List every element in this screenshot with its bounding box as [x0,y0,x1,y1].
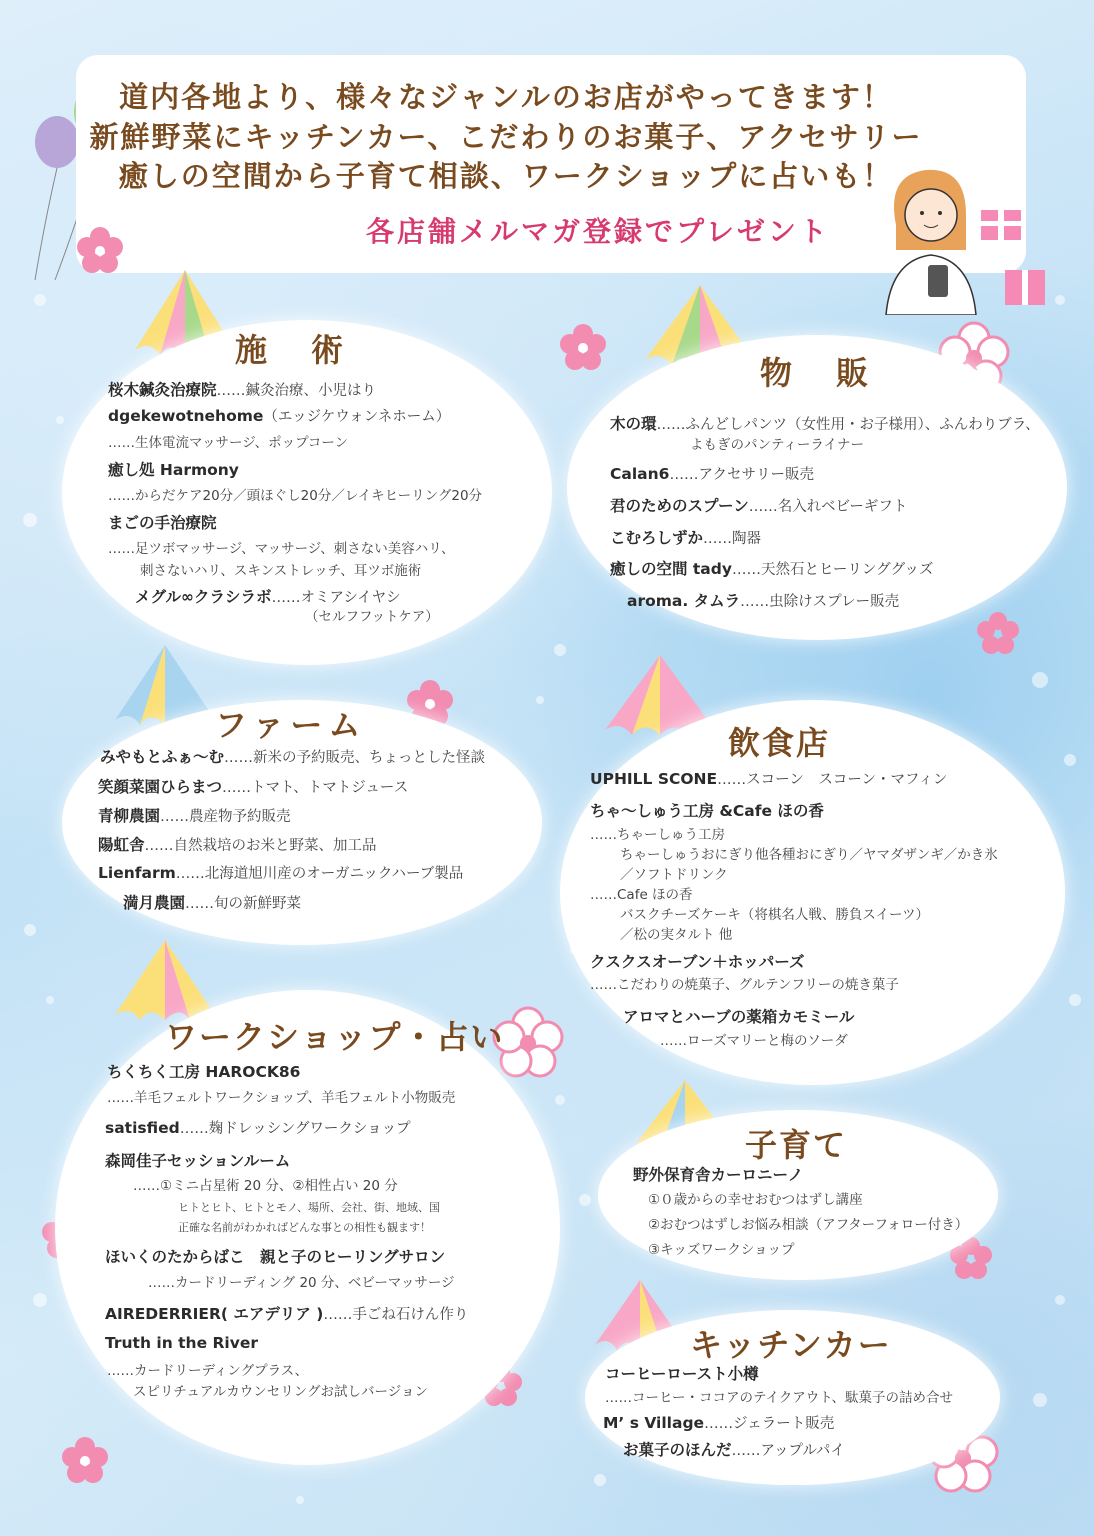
list-item: 満月農園……旬の新鮮野菜 [123,894,302,912]
sakura-flower-icon [75,225,125,275]
header-line-3: 癒しの空間から子育て相談、ワークショップに占いも！ [118,159,894,193]
list-item: 癒し処 Harmony [108,461,239,479]
kitchen-title: キッチンカー [690,1326,892,1364]
sakura-flower-icon [558,322,608,372]
list-item: ほいくのたからばこ 親と子のヒーリングサロン [105,1248,446,1266]
sakura-flower-icon [975,610,1021,656]
list-item-note: 正確な名前がわかればどんな事との相性も観ます！ [178,1221,431,1234]
list-item-desc: ①０歳からの幸せおむつはずし講座 [648,1192,863,1208]
list-item: AIREDERRIER( エアデリア )……手ごね石けん作り [105,1305,469,1323]
buppan-title: 物 販 [760,354,875,392]
list-item-desc: ……カードリーディングプラス、 [107,1363,309,1379]
list-item: 木の環……ふんどしパンツ（女性用・お子様用）、ふんわりブラ、 [610,415,1040,433]
farm-title: ファーム [215,706,367,744]
list-item-desc: 刺さないハリ、スキンストレッチ、耳ツボ施術 [140,563,422,579]
list-item: 青柳農園……農産物予約販売 [98,807,291,825]
list-item-desc: ……足ツボマッサージ、マッサージ、刺さない美容ハリ、 [108,541,455,557]
sejutsu-title: 施 術 [235,331,350,369]
list-item-desc: ちゃーしゅうおにぎり他各種おにぎり／ヤマダザンギ／かき氷 [620,847,998,863]
list-item: ちくちく工房 HAROCK86 [107,1063,301,1081]
list-item: 野外保育舎カーロニーノ [633,1166,804,1184]
list-item: Calan6……アクセサリー販売 [610,465,815,483]
list-item-desc: （セルフフットケア） [305,609,439,625]
list-item: satisfied……麹ドレッシングワークショップ [105,1119,411,1137]
list-item: ちゃ〜しゅう工房 &Cafe ほの香 [590,802,824,820]
list-item-desc: スピリチュアルカウンセリングお試しバージョン [133,1384,428,1400]
gift-box-icon [976,195,1026,245]
list-item-desc: ……ちゃーしゅう工房 [590,827,725,843]
list-item-desc: バスクチーズケーキ（将棋名人戦、勝負スイーツ） [620,907,930,923]
list-item: アロマとハーブの薬箱カモミール [623,1008,855,1026]
list-item: お菓子のほんだ……アップルパイ [623,1441,845,1459]
list-item-desc: ……ローズマリーと梅のソーダ [660,1033,848,1049]
list-item-desc: ③キッズワークショップ [648,1242,795,1258]
list-item: aroma. タムラ……虫除けスプレー販売 [627,592,900,610]
workshop-title: ワークショップ・占い [165,1018,505,1056]
list-item: まごの手治療院 [108,514,217,532]
header-line-1: 道内各地より、様々なジャンルのお店がやってきます！ [119,80,893,114]
gift-box-icon-2 [1000,255,1050,310]
list-item-desc: ……こだわりの焼菓子、グルテンフリーの焼き菓子 [590,977,899,993]
list-item-desc: ／ソフトドリンク [620,867,728,883]
list-item: Lienfarm……北海道旭川産のオーガニックハーブ製品 [98,864,464,882]
list-item-desc: ……羊毛フェルトワークショップ、羊毛フェルト小物販売 [107,1090,456,1106]
list-item-desc: ……生体電流マッサージ、ポップコーン [108,435,349,451]
list-item-desc: ……からだケア20分／頭ほぐし20分／レイキヒーリング20分 [108,488,483,504]
list-item: UPHILL SCONE……スコーン スコーン・マフィン [590,770,948,788]
kosodate-title: 子育て [745,1126,848,1164]
list-item: クスクスオーブン＋ホッパーズ [590,953,805,971]
sakura-flower-icon [60,1435,110,1485]
food-title: 飲食店 [728,724,831,762]
list-item: 陽虹舎……自然栽培のお米と野菜、加工品 [98,836,377,854]
list-item-desc: ／松の実タルト 他 [620,927,733,943]
list-item: 桜木鍼灸治療院……鍼灸治療、小児はり [108,381,377,399]
list-item-desc: ……①ミニ占星術 20 分、②相性占い 20 分 [133,1178,398,1194]
list-item: M’ s Village……ジェラート販売 [603,1414,835,1432]
list-item: Truth in the River [105,1334,258,1352]
list-item-desc: ②おむつはずしお悩み相談（アフターフォロー付き） [648,1217,969,1233]
list-item-desc: ……Cafe ほの香 [590,887,693,903]
present-banner: 各店舗メルマガ登録でプレゼント [366,215,830,248]
list-item: コーヒーロースト小樽 [605,1365,759,1383]
list-item: こむろしずか……陶器 [610,529,762,547]
list-item: 癒しの空間 tady……天然石とヒーリンググッズ [610,560,934,578]
list-item-desc: ……カードリーディング 20 分、ベビーマッサージ [148,1275,455,1291]
list-item: dgekewotnehome（エッジケウォンネホーム） [108,407,451,425]
list-item: みやもとふぁ〜む……新米の予約販売、ちょっとした怪談 [100,748,486,766]
list-item-desc: よもぎのパンティーライナー [690,437,865,453]
list-item: メグル∞クラシラボ……オミアシイヤシ [135,588,401,606]
list-item-note: ヒトとヒト、ヒトとモノ、場所、会社、街、地域、国 [178,1201,441,1214]
header-line-2: 新鮮野菜にキッチンカー、こだわりのお菓子、アクセサリー [89,120,923,154]
list-item: 君のためのスプーン……名入れベビーギフト [610,497,908,515]
header-panel [76,55,1026,273]
list-item-desc: ……コーヒー・ココアのテイクアウト、駄菓子の詰め合せ [605,1390,954,1406]
list-item: 森岡佳子セッションルーム [105,1152,291,1170]
list-item: 笑顔菜園ひらまつ……トマト、トマトジュース [98,778,409,796]
